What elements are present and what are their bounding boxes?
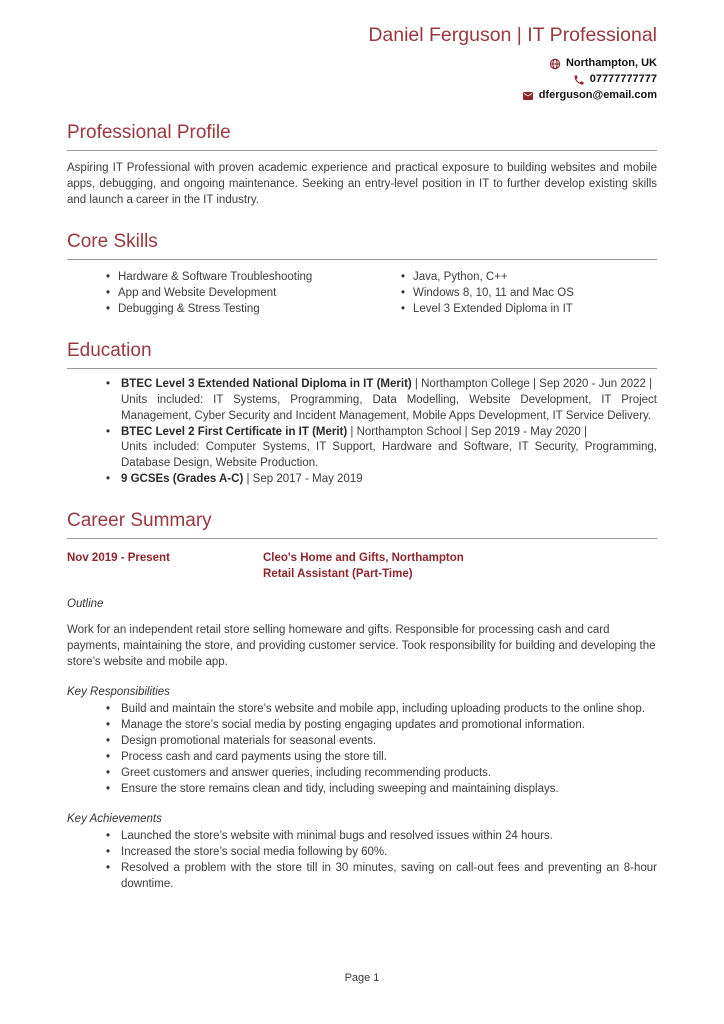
contact-location	[67, 56, 657, 71]
globe-icon	[549, 58, 561, 70]
section-education	[67, 339, 657, 489]
skill-item: • Debugging & Stress Testing	[104, 302, 362, 318]
contact-email	[67, 88, 657, 103]
responsibilities-list	[67, 702, 657, 798]
achievement-item: • Resolved a problem with the store till in 30 minutes, saving on call-out fees and preventing an 8-hour downtime.	[104, 861, 657, 893]
responsibility-item: • Process cash and card payments using the store till.	[104, 750, 657, 766]
job-employer-role	[263, 551, 464, 583]
responsibility-item: • Design promotional materials for seasonal events.	[104, 734, 657, 750]
responsibility-item: • Build and maintain the store’s website and mobile app, including uploading products to the online shop.	[104, 702, 657, 718]
skill-item: • App and Website Development	[104, 286, 362, 302]
education-details: | Northampton College | Sep 2020 - Jun 2022 |	[411, 377, 653, 390]
education-units: Units included: Computer Systems, IT Support, Hardware and Software, IT Security, Programming, Database Design, Website Production.	[121, 441, 657, 470]
education-item	[104, 377, 657, 425]
skill-item: • Java, Python, C++	[399, 270, 657, 286]
skills-column-2	[362, 270, 657, 318]
education-qualification: BTEC Level 2 First Certificate in IT (Merit)	[121, 425, 348, 438]
education-item	[104, 472, 657, 488]
section-heading-core-skills: Core Skills	[67, 230, 657, 260]
skill-item: • Windows 8, 10, 11 and Mac OS	[399, 286, 657, 302]
resume-header	[67, 24, 657, 103]
responsibilities-label: Key Responsibilities	[67, 686, 170, 699]
skills-columns	[67, 270, 657, 318]
outline-paragraph: Work for an independent retail store selling homeware and gifts. Responsible for processing cash and card payments, maintaining the store, and providing customer service. Took responsibility for building and developing the store’s website and mobile app.	[67, 624, 656, 669]
skill-item: • Level 3 Extended Diploma in IT	[399, 302, 657, 318]
contact-phone	[67, 72, 657, 87]
outline-label: Outline	[67, 598, 104, 611]
achievements-list	[67, 829, 657, 893]
education-list	[67, 377, 657, 489]
section-heading-education: Education	[67, 339, 657, 369]
achievement-item: • Launched the store’s website with minimal bugs and resolved issues within 24 hours.	[104, 829, 657, 845]
job-role: Retail Assistant (Part-Time)	[263, 568, 413, 581]
profile-paragraph: Aspiring IT Professional with proven academic experience and practical exposure to building websites and mobile apps, debugging, and ongoing maintenance. Seeking an entry-level position in IT to further develop existing skills and launch a career in the IT industry.	[67, 162, 657, 207]
contact-location-text: Northampton, UK	[565, 57, 657, 70]
education-details: | Northampton School | Sep 2019 - May 2020 |	[347, 425, 587, 438]
section-heading-career: Career Summary	[67, 509, 657, 539]
envelope-icon	[522, 90, 534, 102]
section-core-skills	[67, 230, 657, 318]
contact-phone-text: 07777777777	[589, 73, 657, 86]
skill-item: • Hardware & Software Troubleshooting	[104, 270, 362, 286]
responsibility-item: • Manage the store’s social media by posting engaging updates and promotional information.	[104, 718, 657, 734]
job-employer: Cleo's Home and Gifts, Northampton	[263, 552, 464, 565]
contact-email-text: dferguson@email.com	[538, 89, 657, 102]
job-dates: Nov 2019 - Present	[67, 552, 170, 565]
page-title: Daniel Ferguson | IT Professional	[368, 24, 657, 46]
education-item	[104, 425, 657, 473]
section-career-summary	[67, 509, 657, 892]
education-qualification: BTEC Level 3 Extended National Diploma in IT (Merit)	[121, 377, 412, 390]
job-header	[67, 551, 657, 583]
education-details: | Sep 2017 - May 2019	[243, 473, 363, 486]
contact-block	[67, 56, 657, 103]
skills-column-1	[67, 270, 362, 318]
responsibility-item: • Greet customers and answer queries, including recommending products.	[104, 766, 657, 782]
achievement-item: • Increased the store’s social media following by 60%.	[104, 845, 657, 861]
education-units: Units included: IT Systems, Programming, Data Modelling, Website Development, IT Project Management, Cyber Security and Incident Management, Mobile Apps Development, IT Service Delivery.	[121, 393, 657, 422]
responsibility-item: • Ensure the store remains clean and tidy, including sweeping and maintaining displays.	[104, 782, 657, 798]
achievements-label: Key Achievements	[67, 812, 162, 825]
page-number: Page 1	[344, 971, 380, 984]
section-heading-profile: Professional Profile	[67, 121, 657, 151]
phone-icon	[573, 74, 585, 86]
section-professional-profile	[67, 121, 657, 209]
education-qualification: 9 GCSEs (Grades A-C)	[121, 473, 244, 486]
